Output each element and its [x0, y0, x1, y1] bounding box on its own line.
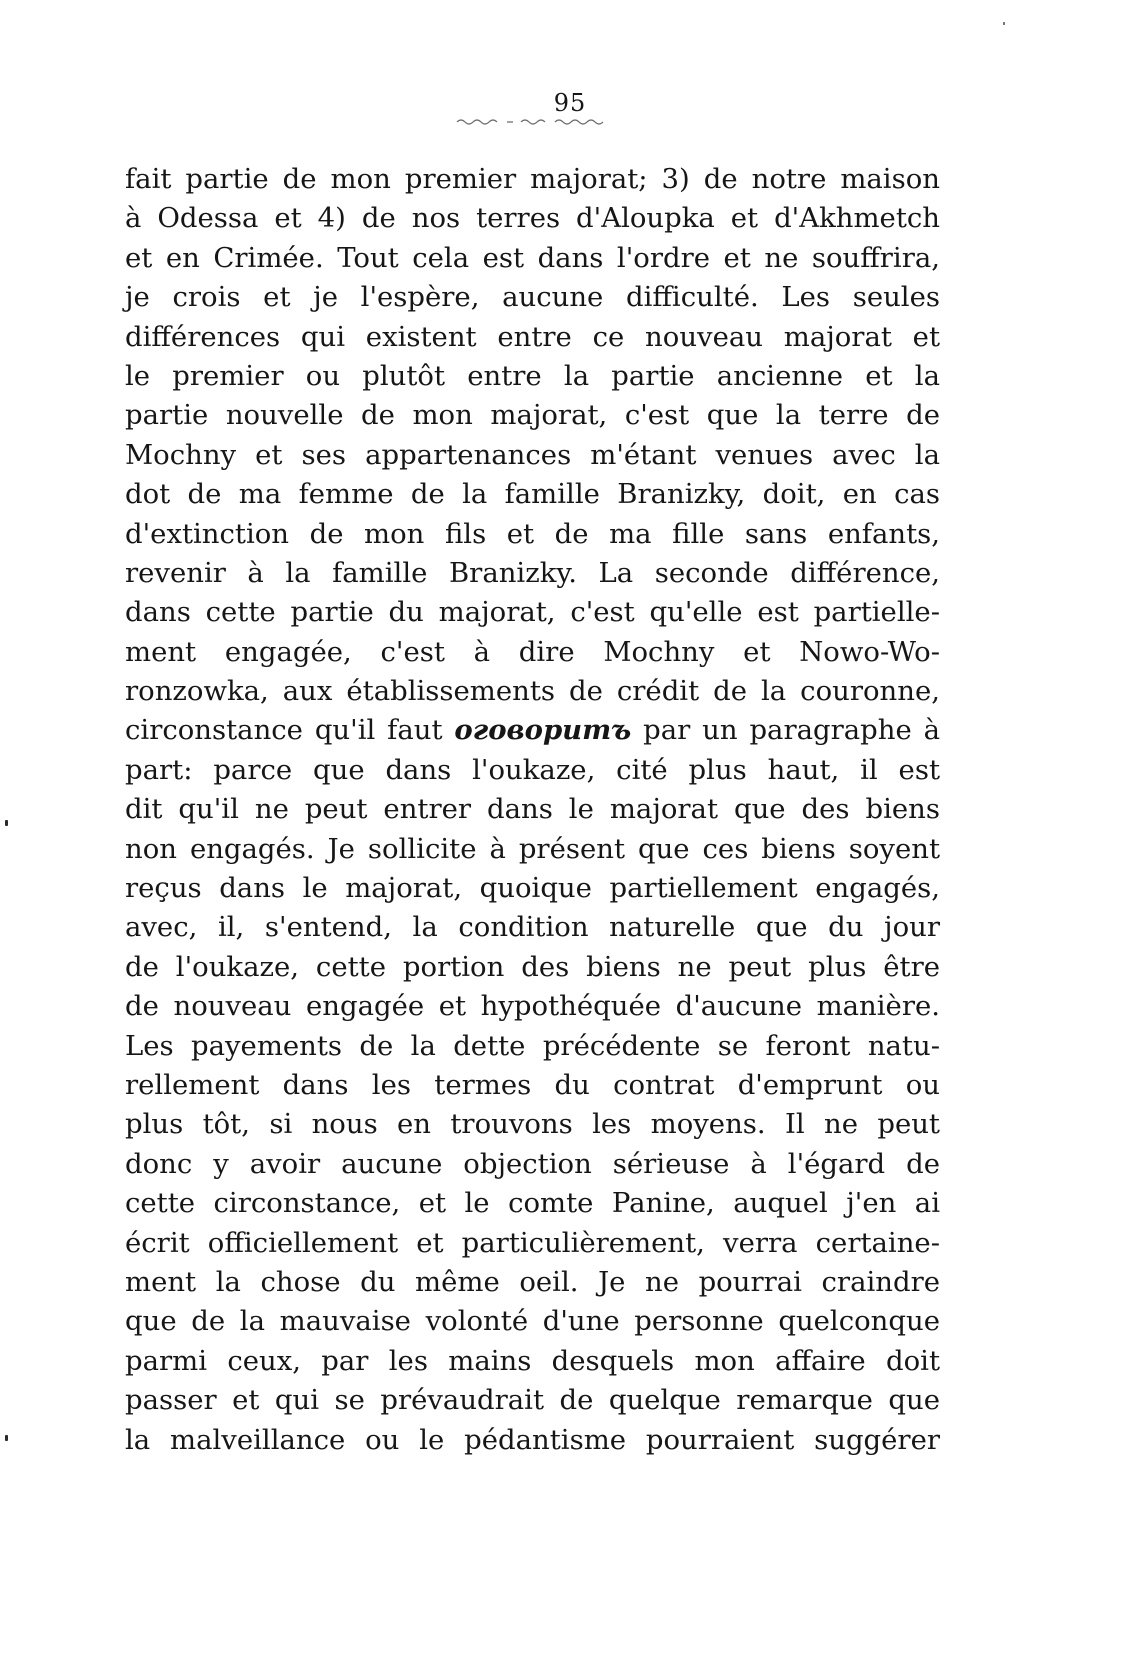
text-line: passer et qui se prévaudrait de quelque remarque que	[125, 1384, 940, 1417]
text-line: ment engagée, c'est à dire Mochny et Nowo-Wo-	[125, 635, 940, 668]
text-line: avec, il, s'entend, la condition naturelle que du jour	[125, 911, 940, 944]
text-line: donc y avoir aucune objection sérieuse à l'égard de	[125, 1147, 940, 1180]
body-text	[125, 160, 940, 1460]
text-line: différences qui existent entre ce nouveau majorat et	[125, 320, 940, 353]
text-line: que de la mauvaise volonté d'une personne quelconque	[125, 1305, 940, 1338]
page-number: 95	[553, 89, 587, 117]
text-line: Mochny et ses appartenances m'étant venues avec la	[125, 438, 940, 471]
margin-mark	[5, 820, 8, 826]
text-line: ronzowka, aux établissements de crédit de la couronne,	[125, 675, 940, 708]
text-line: je crois et je l'espère, aucune difficulté. Les seules	[125, 281, 940, 314]
text-line: écrit officiellement et particulièrement, verra certaine-	[125, 1226, 940, 1259]
text-line: et en Crimée. Tout cela est dans l'ordre et ne souffrira,	[125, 241, 940, 274]
print-speck	[1003, 22, 1005, 25]
text-line: reçus dans le majorat, quoique partiellement engagés,	[125, 872, 940, 905]
text-line: d'extinction de mon fils et de ma fille sans enfants,	[125, 517, 940, 550]
text-line: ment la chose du même oeil. Je ne pourrai craindre	[125, 1265, 940, 1298]
text-fragment: par un paragraphe à	[643, 714, 940, 747]
text-line: à Odessa et 4) de nos terres d'Aloupka et d'Akhmetch	[125, 202, 940, 235]
page-number-ornament	[455, 117, 610, 127]
text-line: la malveillance ou le pédantisme pourraient suggérer	[125, 1423, 940, 1456]
text-line: part: parce que dans l'oukaze, cité plus haut, il est	[125, 753, 940, 786]
text-line: de nouveau engagée et hypothéquée d'aucune manière.	[125, 990, 940, 1023]
text-line: rellement dans les termes du contrat d'emprunt ou	[125, 1068, 940, 1101]
text-line: fait partie de mon premier majorat; 3) de notre maison	[125, 163, 940, 195]
cyrillic-word: оговоритъ	[454, 714, 632, 747]
text-line: Les payements de la dette précédente se feront natu-	[125, 1029, 940, 1062]
margin-mark	[5, 1435, 8, 1441]
text-line: dit qu'il ne peut entrer dans le majorat que des biens	[125, 793, 940, 826]
text-line: plus tôt, si nous en trouvons les moyens. Il ne peut	[125, 1108, 940, 1141]
text-line: dot de ma femme de la famille Branizky, doit, en cas	[125, 478, 940, 511]
text-line: non engagés. Je sollicite à présent que ces biens soyent	[125, 832, 940, 865]
text-line: de l'oukaze, cette portion des biens ne peut plus être	[125, 950, 940, 983]
text-line: parmi ceux, par les mains desquels mon affaire doit	[125, 1344, 940, 1377]
text-line: cette circonstance, et le comte Panine, auquel j'en ai	[125, 1187, 940, 1220]
text-fragment: circonstance qu'il faut	[125, 714, 443, 747]
text-line: le premier ou plutôt entre la partie ancienne et la	[125, 359, 940, 392]
text-line-mixed	[125, 711, 940, 750]
text-line: revenir à la famille Branizky. La seconde différence,	[125, 556, 940, 589]
text-line: partie nouvelle de mon majorat, c'est que la terre de	[125, 399, 940, 432]
text-line: dans cette partie du majorat, c'est qu'elle est partielle-	[125, 596, 940, 629]
